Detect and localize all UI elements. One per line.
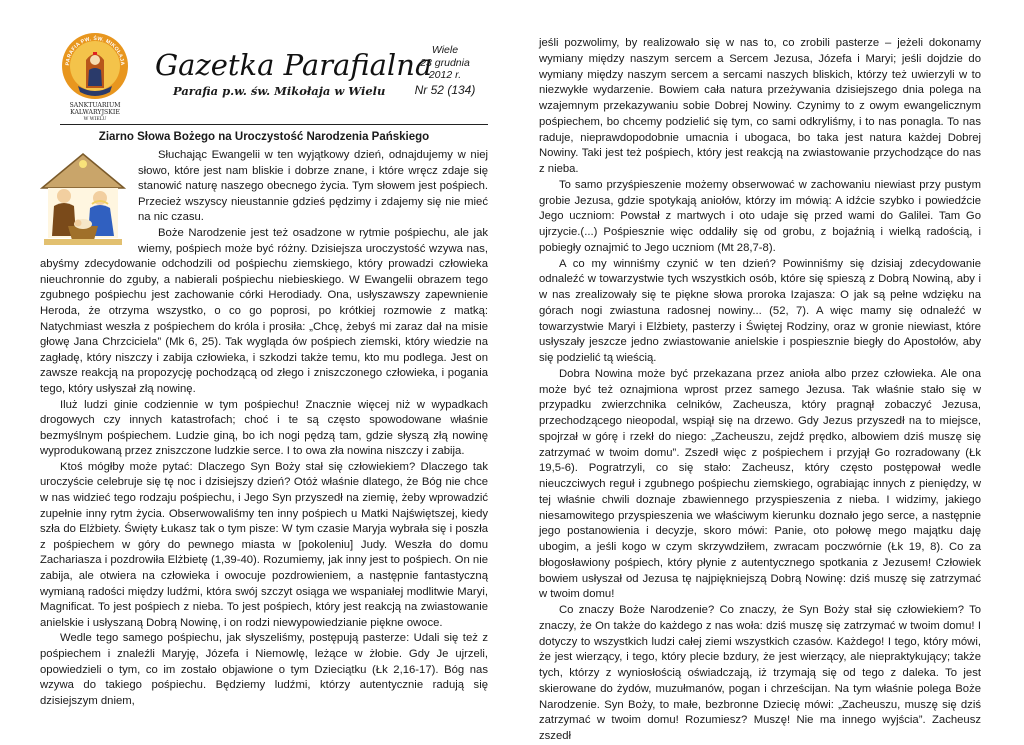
paragraph: A co my winniśmy czynić w ten dzień? Powinniśmy się dzisiaj zdecydowanie odnaleźć w towarzystwie tych wszystkich osób, które się spieszą z Dobrą Nowiną, aby i w nas zrealizowały się te piękne słowa proroka Izajasza: O jak są pełne wdzięku na górach nogi zwiastuna radosnej nowiny... (52, 7). A więc mamy się odnaleźć w towarzystwie Maryi i Elżbiety, pasterzy i Świętej Rodziny, oraz w gronie niewiast, które usłyszały jeszcze jedno zwiastowanie anielskie i pospiesznie biegły do Apostołów, aby się podzielić tą wieścią. bbox=[539, 257, 981, 364]
logo-caption-3: W WIELU bbox=[83, 117, 107, 122]
paragraph: To samo przyśpieszenie możemy obserwować w zachowaniu niewiast przy pustym grobie Jezusa, gdzie spotykają aniołów, którzy im mówią: A idźcie szybko i powiedźcie Jego uczniom: Powstał z martwych i oto udaje się przed wami do Galilei. Tam Go ujrzycie.(...) Pośpiesznie więc oddaliły się od grobu, z bojaźnią i wielką radością, i pobiegły oznajmić to Jego uczniom (Mt 28,7-8). bbox=[539, 178, 981, 254]
issue-info bbox=[405, 44, 485, 96]
logo-ring-text: PARAFIA PW. ŚW. MIKOŁAJA bbox=[64, 35, 126, 66]
left-column-text bbox=[40, 148, 488, 709]
masthead-text bbox=[155, 48, 433, 99]
paragraph: Dobra Nowina może być przekazana przez anioła albo przez człowieka. Ale ona może być też oznajmiona wprost przez samego Jezusa. Tak właśnie stało się w przypadku zwierzchnika celników, Zacheusza, który pragnął zobaczyć Jezusa, przechodzącego nieopodal, wspiął się na drzewo. Gdy Jezus przyszedł na to miejsce, spojrzał w górę i rzekł do niego: „Zacheuszu, zejdź prędko, albowiem dziś muszę się zatrzymać w twoim domu”. Zszedł więc z pośpiechem i przyjął Go rozradowany (Łk 19,5-6). Pogratrzyli, co się stało: Zacheusz, który często postępował wedle nieuczciwych reguł i zgubnego pośpiechu ziemskiego, ograbiając innych z pieniędzy, w tej właśnie chwili doznaje zbawiennego przyspieszenia z nieba. I widzimy, jakiego niesamowitego przyspieszenia we właściwym kierunku doznało jego serce, a następnie jego postanowienia i decyzje, skoro mówi: Panie, oto połowę mego majątku daję ubogim, a jeśli kogo w czym skrzywdziłem, zwracam poczwórnie (Łk 19, 8). Co za błogosławiony pośpiech, który płynie z autentycznego spotkania z Jezusem! Człowiek bowiem usłyszał od Jezusa tę najpiękniejszą Dobrą Nowinę: dziś muszę się zatrzymać w twoim domu! bbox=[539, 367, 981, 601]
paragraph: Iluż ludzi ginie codziennie w tym pośpiechu! Znacznie więcej niż w wypadkach drogowych czy innych katastrofach; choć i te są często spowodowane właśnie bezmyślnym pośpiechem. Ludzie giną, bo ich nogi pędzą tam, gdzie słyszą złą nowinę wyprodukowaną przez zniszczone ludzkie serce. I to owa zła nowina niszczy i zabija. bbox=[40, 398, 488, 458]
left-column bbox=[40, 128, 488, 709]
paragraph: Boże Narodzenie jest też osadzone w rytmie pośpiechu, ale jak wiemy, pośpiech może być różny. Dzisiejsza uroczystość wzywa nas, abyśmy zdecydowanie odchodzili od pośpiechu ziemskiego, który prowadzi człowieka nieuchronnie do zguby, a nabierali pośpiechu niebieskiego. W Ewangelii obrazem tego zgubnego pośpiechu jest zachowanie córki Herodiady. Ona, usłyszawszy zapewnienie Heroda, że otrzyma wszystko, o co go poprosi, po krótkiej rozmowie z matką: Natychmiast weszła z pośpiechem do króla i prosiła: „Chcę, żebyś mi zaraz dał na misie głowę Jana Chrzciciela” (Mk 6, 25). Tak wygląda ów pośpiech ziemski, który wiedzie na zagładę, który niszczy i zabija człowieka, i szkodzi także temu, kto mu podlega. Jest on zawsze reakcją na propozycję pochodzącą od złego i zniszczonego człowieka, i pogania tego, który usłyszał złą nowinę. bbox=[40, 226, 488, 395]
issue-location: Wiele bbox=[431, 44, 459, 56]
logo-caption-2: KALWARYJSKIE bbox=[70, 109, 120, 116]
paragraph: Wedle tego samego pośpiechu, jak słyszeliśmy, postępują pasterze: Udali się też z pośpiechem i znaleźli Maryję, Józefa i Niemowlę, leżące w żłobie. Gdy Je ujrzeli, opowiedzieli o tym, co im zostało objawione o tym Dzieciątku (Łk 2,16-17). Bóg nas wzywa do takiego pośpiechu. Będziemy ludźmi, którzy autentycznie radują się dzisiejszym dniem, bbox=[40, 632, 488, 707]
logo-caption-1: SANKTUARIUM bbox=[69, 102, 121, 109]
issue-number: Nr 52 (134) bbox=[414, 82, 476, 97]
issue-date-year: 2012 r. bbox=[428, 69, 462, 81]
paragraph: jeśli pozwolimy, by realizowało się w nas to, co zrobili pasterze – jeżeli dokonamy wymiany między naszym sercem a Sercem Jezusa, Józefa i Maryi; jeśli dojdzie do wymiany między naszym sercem a sercami naszych bliskich, którzy też uwierzyli w to niezwykłe wydarzenie. Bowiem cała natura przeżywania dzisiejszego dnia polega na wzajemnym przekazywaniu sobie Dobrej Nowiny. Czynimy to z owym ewangelicznym pośpiechem, bo chcemy podzielić się tym, co sami odkryliśmy, i to nas ponagla. To nas raduje, nieprawdopodobnie umacnia i ubogaca, bo taka jest natura każdej Dobrej Nowiny. Taki jest też pośpiech, który jest reakcją na zwiastowanie przychodzące do nas z nieba. bbox=[539, 37, 981, 175]
newsletter-title: Gazetka Parafialna bbox=[155, 48, 433, 82]
paragraph: Słuchając Ewangelii w ten wyjątkowy dzień, odnajdujemy w niej słowo, które jest nam bliskie i dobrze znane, i które wręcz zdaje się stanowić naturę naszego obecnego życia. Tym słowem jest pośpiech. Przecież wszyscy nieustannie gdzieś pędzimy i zdajemy się nie mieć na nic czasu. bbox=[138, 149, 488, 224]
paragraph: Co znaczy Boże Narodzenie? Co znaczy, że Syn Boży stał się człowiekiem? To znaczy, że On także do każdego z nas woła: dziś muszę się zatrzymać w twoim domu! I dotyczy to wszystkich ludzi całej ziemi wszystkich czasów. Każdego! I tego, który mówi, że jest wierzący, i tego, który plecie bzdury, że jest wierzący, ale niepraktykujący; także tych, którzy z wyniosłością oświadczają, iż trzymają się od tego z daleka. To jest skierowane do żydów, muzułmanów, pogan i chrześcijan. Na tym właśnie polega Boże Narodzenie. Syn Boży, to małe, bezbronne Dziecię mówi: „Zacheuszu, muszę się dziś zatrzymać w twoim domu! Rozumiesz? Muszę! Nie ma innego wyjścia”. Zacheusz zszedł bbox=[539, 604, 981, 742]
right-column bbox=[539, 36, 981, 745]
paragraph: Ktoś mógłby może pytać: Dlaczego Syn Boży stał się człowiekiem? Dlaczego tak uroczyście celebruje się tę noc i dzisiejszy dzień? Otóż właśnie dlatego, że Bóg nie chce w nas widzieć tego rodzaju pośpiechu, i Jego Syn przyszedł na ziemię, żeby wprowadzić zupełnie inny rytm życia. Obserwowaliśmy ten inny pośpiech u Matki Najświętszej, kiedy szła do Elżbiety. Święty Łukasz tak o tym pisze: W tym czasie Maryja wybrała się i poszła z pośpiechem w góry do pewnego miasta w [pokoleniu] Judy. Weszła do domu Zachariasza i pozdrowiła Elżbietę (1,39-40). Rozumiemy, jak inny jest to pośpiech. On nie zabija, ale otwiera na człowieka i owocuje pozdrowieniem, a następnie fantastyczną wymianą radości między ludźmi, która swój szczyt osiąga we wspaniałej modlitwie Maryi, Magnificat. To jest pośpiech z nieba. To jest pośpiech, który jest reakcją na zwiastowanie anielskie i usłyszaną Dobrą Nowinę, i on rodzi niewypowiedzianie piękne owoce. bbox=[40, 460, 488, 629]
nativity-scene-icon bbox=[40, 148, 126, 248]
sanctuary-seal-icon bbox=[60, 30, 130, 122]
article-title: Ziarno Słowa Bożego na Uroczystość Narodzenia Pańskiego bbox=[98, 131, 430, 143]
issue-date-day: 23 grudnia bbox=[420, 56, 470, 69]
right-column-text bbox=[539, 36, 981, 745]
masthead-header bbox=[60, 28, 490, 124]
parish-subtitle: Parafia p.w. św. Mikołaja w Wielu bbox=[173, 84, 386, 98]
header-divider bbox=[60, 124, 488, 125]
